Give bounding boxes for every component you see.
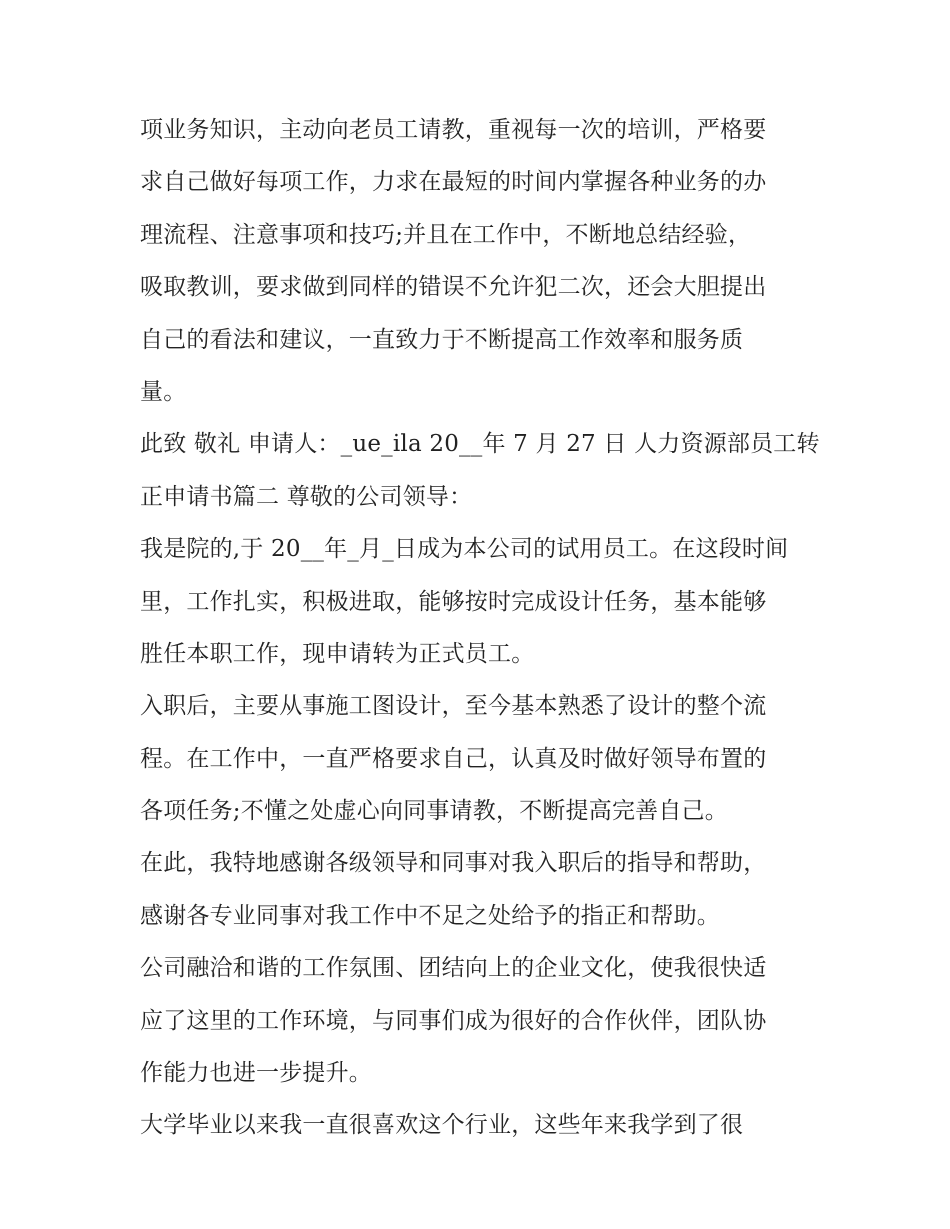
text-line: 公司融洽和谐的工作氛围、团结向上的企业文化，使我很快适 (140, 955, 767, 982)
text-line: 里，工作扎实，积极进取，能够按时完成设计任务，基本能够 (140, 588, 767, 615)
text-line: 胜任本职工作，现申请转为正式员工。 (140, 640, 535, 667)
text-line: 入职后，主要从事施工图设计，至今基本熟悉了设计的整个流 (140, 693, 767, 720)
text-line: 大学毕业以来我一直很喜欢这个行业，这些年来我学到了很 (140, 1112, 744, 1139)
text-line: 应了这里的工作环境，与同事们成为很好的合作伙伴，团队协 (140, 1007, 767, 1034)
text-line: 自己的看法和建议，一直致力于不断提高工作效率和服务质 (140, 326, 744, 353)
text-line: 作能力也进一步提升。 (140, 1060, 372, 1087)
text-line: 吸取教训，要求做到同样的错误不允许犯二次，还会大胆提出 (140, 274, 767, 301)
text-line: 在此，我特地感谢各级领导和同事对我入职后的指导和帮助， (140, 850, 767, 877)
text-line: 感谢各专业同事对我工作中不足之处给予的指正和帮助。 (140, 902, 720, 929)
text-line: 程。在工作中，一直严格要求自己，认真及时做好领导布置的 (140, 745, 767, 772)
text-line: 正申请书篇二 尊敬的公司领导： (140, 483, 473, 510)
text-line: 此致 敬礼 申请人：_ue_ila 20__年 7 月 27 日 人力资源部员工转 (140, 431, 820, 458)
text-line: 我是院的,于 20__年_月_日成为本公司的试用员工。在这段时间 (140, 536, 789, 563)
text-line: 求自己做好每项工作，力求在最短的时间内掌握各种业务的办 (140, 169, 767, 196)
text-line: 理流程、注意事项和技巧;并且在工作中，不断地总结经验， (140, 221, 752, 248)
document-body (140, 108, 820, 1156)
text-line: 各项任务;不懂之处虚心向同事请教，不断提高完善自己。 (140, 798, 728, 825)
text-line: 项业务知识，主动向老员工请教，重视每一次的培训，严格要 (140, 117, 767, 143)
text-line: 量。 (140, 378, 187, 405)
